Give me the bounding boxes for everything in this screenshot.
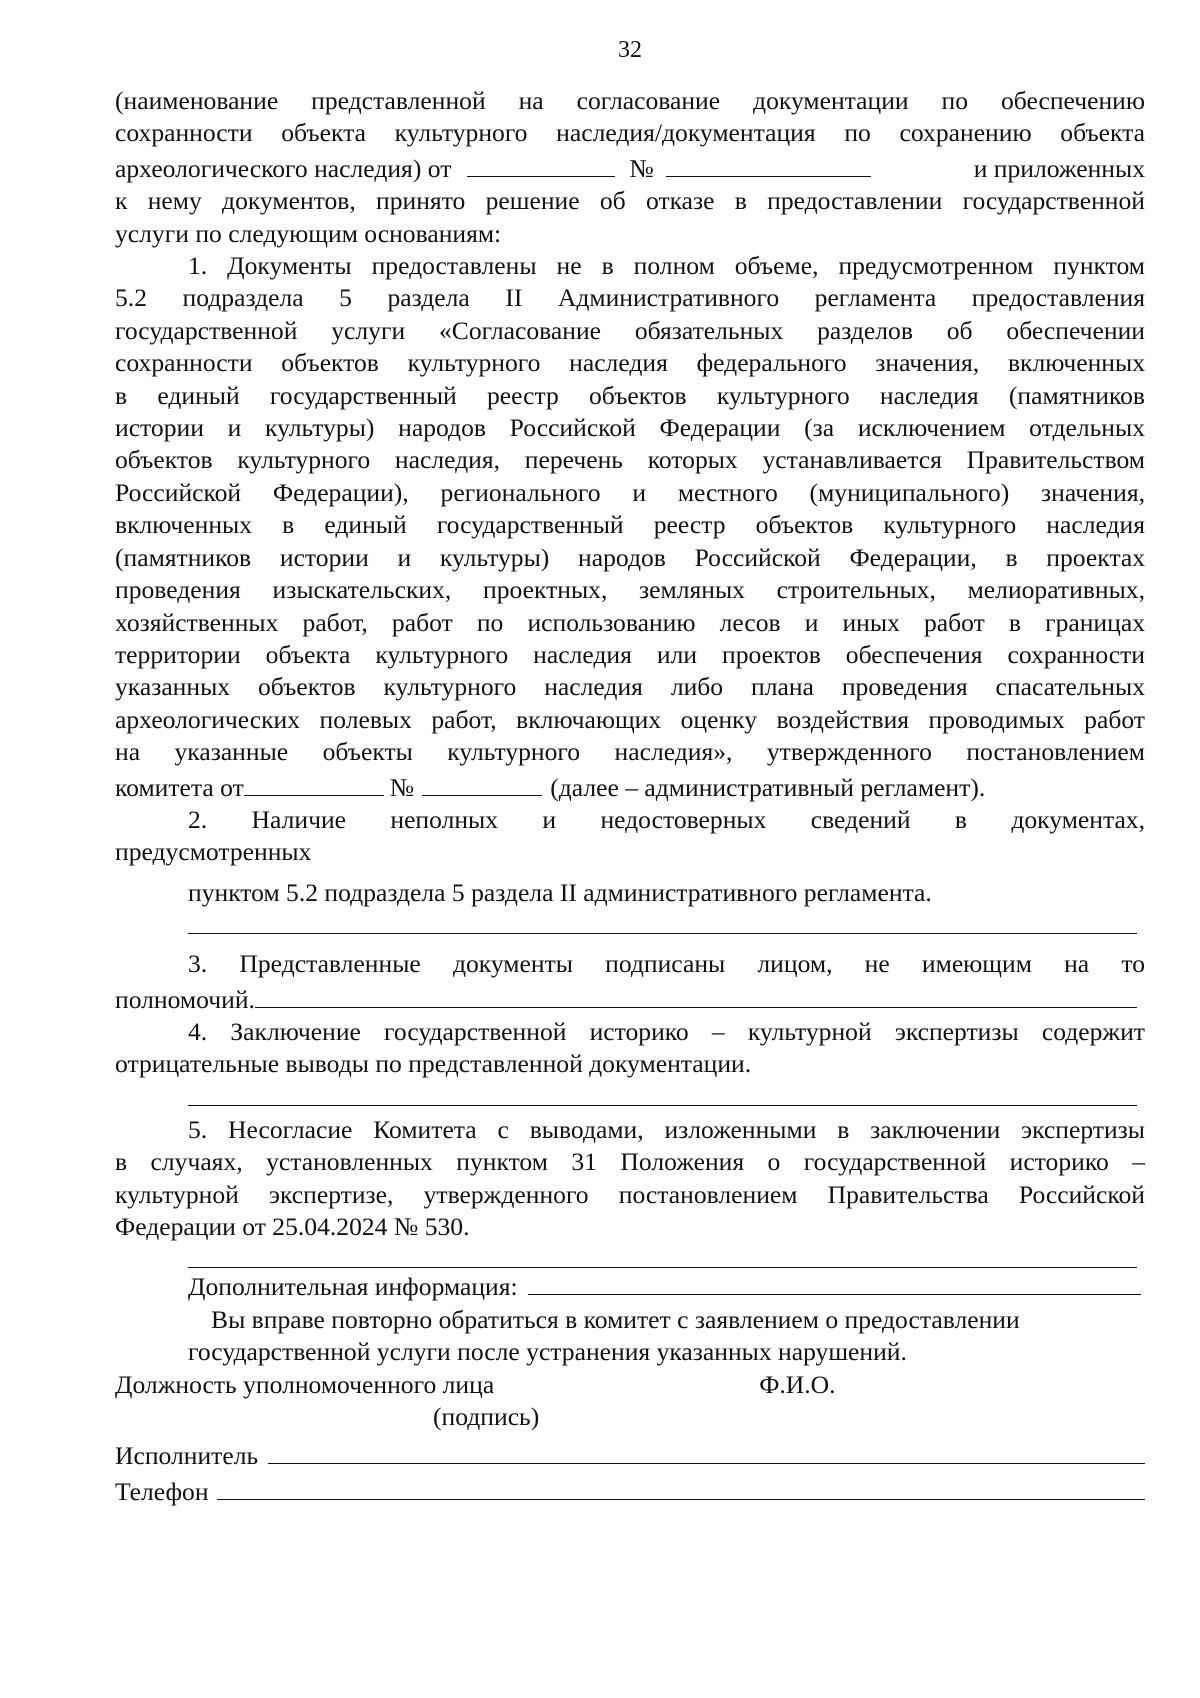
official-position-label: Должность уполномоченного лица [115,1369,495,1399]
executor-line [115,1437,1145,1472]
reapply-line: Вы вправе повторно обратиться в комитет с заявлением о предоставлении [211,1304,1020,1334]
intro-line: услуги по следующим основаниям: [115,218,502,248]
full-name-label: Ф.И.О. [759,1369,836,1399]
reason-1-line: истории и культуры) народов Российской Федерации (за исключением отдельных [115,413,1145,443]
page-number: 32 [618,37,642,63]
phone-label: Телефон [115,1476,209,1506]
intro-line-with-blanks [115,150,1145,185]
reason-1-line: на указанные объекты культурного наследия», утвержденного постановлением [115,737,1145,767]
executor-blank [268,1437,1145,1464]
number-sign: № [389,772,415,802]
reason-3-text: полномочий. [115,984,255,1014]
regulation-number-blank [422,769,542,796]
reason-1-line: объектов культурного наследия, перечень которых устанавливается Правительством [115,445,1145,475]
reason-1-line: 1. Документы предоставлены не в полном объеме, предусмотренном пунктом [188,251,1145,281]
reason-2-line: пунктом 5.2 подраздела 5 раздела II административного регламента. [188,877,932,907]
reason-1-line: включенных в единый государственный реестр объектов культурного наследия [115,510,1145,540]
number-sign: № [629,153,654,183]
reason-1-line: археологических полевых работ, включающих оценку воздействия проводимых работ [115,704,1145,734]
signature-row [115,1369,1145,1401]
reason-item-3 [115,948,1145,1016]
reason-1-text: (далее – административный регламент). [550,772,986,802]
reason-4-line: 4. Заключение государственной историко – культурной экспертизы содержит [188,1016,1145,1046]
reason-4-blank-line [188,1081,1137,1106]
phone-line [115,1473,1145,1508]
reason-item-5 [115,1114,1145,1269]
intro-paragraph [115,85,1145,250]
document-page [115,30,1145,1508]
reason-5-line: 5. Несогласие Комитета с выводами, изложенными в заключении экспертизы [188,1114,1145,1144]
reason-1-line: Российской Федерации), регионального и местного (муниципального) значения, [115,477,1145,507]
reason-1-line: в единый государственный реестр объектов культурного наследия (памятников [115,380,1145,410]
date-blank [467,150,615,177]
reason-1-line: сохранности объектов культурного наследия федерального значения, включенных [115,348,1145,378]
intro-text: и приложенных [973,153,1145,183]
reason-5-line: Федерации от 25.04.2024 № 530. [115,1212,470,1241]
additional-info-label: Дополнительная информация: [188,1272,518,1302]
reason-4-line: отрицательные выводы по представленной документации. [115,1049,752,1079]
reason-5-line: в случаях, установленных пунктом 31 Положения о государственной историко – [115,1147,1145,1177]
reason-item-2 [115,804,1145,948]
regulation-date-blank [244,769,384,796]
signature-label: (подпись) [433,1402,540,1432]
intro-line: (наименование представленной на согласование документации по обеспечению [115,86,1145,115]
reason-1-last-line [115,769,1145,804]
reason-1-text: комитета от [115,772,244,802]
reapply-line: государственной услуги после устранения указанных нарушений. [188,1337,907,1367]
reason-1-line: указанных объектов культурного наследия либо плана проведения спасательных [115,672,1145,702]
executor-label: Исполнитель [115,1441,259,1471]
reason-1-line: государственной услуги «Согласование обязательных разделов об обеспечении [115,315,1145,345]
reason-5-blank-line [188,1243,1137,1268]
reason-1-line: территории объекта культурного наследия или проектов обеспечения сохранности [115,639,1145,669]
intro-line: к нему документов, принято решение об отказе в предоставлении государственной [115,186,1145,216]
phone-blank [217,1473,1145,1500]
reason-item-4 [115,1016,1145,1114]
reason-1-line: проведения изыскательских, проектных, земляных строительных, мелиоративных, [115,575,1145,605]
reason-item-1 [115,250,1145,804]
reason-2-line: предусмотренных [115,837,312,867]
intro-text: археологического наследия) от [115,153,452,183]
reason-2-blank-line [188,909,1137,934]
reason-1-line: хозяйственных работ, работ по использованию лесов и иных работ в границах [115,607,1145,637]
reason-5-line: культурной экспертизе, утвержденного постановлением Правительства Российской [115,1179,1145,1209]
reason-3-blank [255,981,1137,1008]
intro-line: сохранности объекта культурного наследия/документация по сохранению объекта [115,118,1145,148]
additional-info-blank [528,1268,1141,1295]
additional-info-line [115,1268,1145,1303]
reason-3-line-with-blank [115,981,1145,1016]
reason-1-line: 5.2 подраздела 5 раздела II Административного регламента предоставления [115,283,1145,313]
reason-3-line: 3. Представленные документы подписаны лицом, не имеющим на то [188,949,1145,979]
number-blank [666,150,871,177]
reason-1-line: (памятников истории и культуры) народов Российской Федерации, в проектах [115,542,1145,572]
reason-2-line: 2. Наличие неполных и недостоверных сведений в документах, [188,804,1145,834]
